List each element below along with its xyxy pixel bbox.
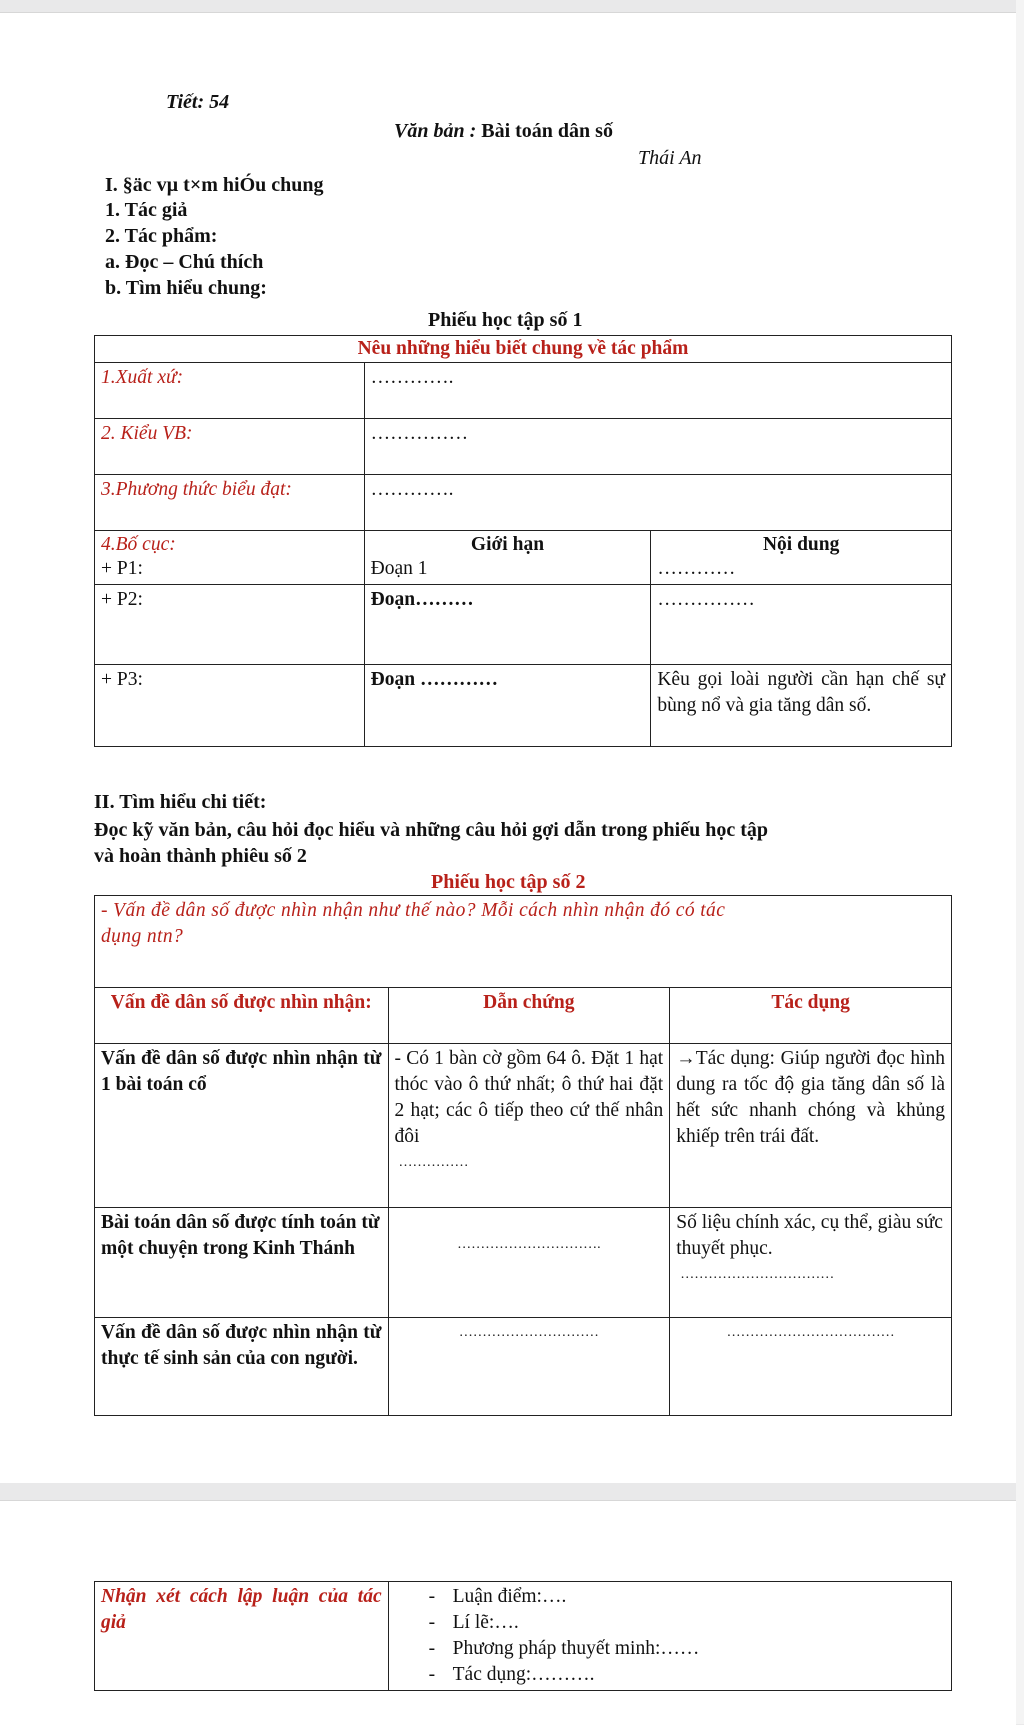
sheet2-issue: Bài toán dân số được tính toán từ một chuyện trong Kinh Thánh — [95, 1208, 389, 1318]
sheet2-effect-dots: …………………………… — [680, 1267, 835, 1282]
sheet1-row-value: …………. — [364, 363, 951, 419]
layout-part-content: Kêu gọi loài người cần hạn chế sự bùng nổ và gia tăng dân số. — [651, 665, 952, 747]
sheet2-question-line: dụng ntn? — [101, 926, 184, 947]
document-title — [394, 120, 613, 143]
layout-label-cell — [95, 531, 365, 585]
section1-item: b. Tìm hiểu chung: — [105, 277, 267, 299]
section1-item: a. Đọc – Chú thích — [105, 251, 264, 273]
sheet2-effect: Số liệu chính xác, cụ thể, giàu sức thuyết phục. — [676, 1212, 943, 1259]
sheet2-col-header: Tác dụng — [670, 988, 952, 1044]
sheet2-effect-cell — [670, 1208, 952, 1318]
sheet2-question-line: - Vấn đề dân số được nhìn nhận như thế nào? Mỗi cách nhìn nhận đó có tác — [101, 900, 726, 921]
scrollbar-track[interactable] — [1016, 0, 1024, 1724]
sheet2-table — [94, 895, 952, 1416]
sheet3-points — [388, 1582, 951, 1691]
sheet2-col-header: Vấn đề dân số được nhìn nhận: — [95, 988, 389, 1044]
title-text: Bài toán dân số — [481, 120, 613, 142]
layout-col-limit: Giới hạn — [470, 534, 545, 555]
section1-item: 1. Tác giả — [105, 199, 188, 221]
sheet1-row-value: …………… — [364, 419, 951, 475]
layout-part-label: + P2: — [95, 585, 365, 665]
layout-part-limit: Đoạn……… — [364, 585, 651, 665]
layout-content-cell — [651, 531, 952, 585]
sheet1-table-header: Nêu những hiểu biết chung về tác phẩm — [95, 336, 952, 363]
section2-instruction: Đọc kỹ văn bản, câu hỏi đọc hiểu và những câu hỏi gợi dẫn trong phiếu học tập — [94, 819, 768, 841]
document-page-1 — [0, 12, 1016, 1483]
author-name: Thái An — [638, 147, 702, 169]
sheet2-evidence-dots: …………… — [398, 1155, 469, 1170]
sheet1-row-label: 2. Kiểu VB: — [95, 419, 365, 475]
layout-part-limit: Đoạn ………… — [364, 665, 651, 747]
sheet1-title: Phiếu học tập số 1 — [428, 309, 583, 331]
section2-heading: II. Tìm hiểu chi tiết: — [94, 791, 267, 813]
sheet2-title: Phiếu học tập số 2 — [431, 871, 586, 893]
layout-limit-cell — [364, 531, 651, 585]
sheet2-issue: Vấn đề dân số được nhìn nhận từ thực tế sinh sản của con người. — [95, 1318, 389, 1416]
sheet2-evidence: ………………………… — [388, 1318, 670, 1416]
layout-part-label: + P1: — [101, 558, 143, 579]
sheet2-issue: Vấn đề dân số được nhìn nhận từ 1 bài toán cổ — [95, 1044, 389, 1208]
lesson-number: Tiết: 54 — [166, 91, 230, 113]
sheet2-question — [95, 896, 952, 988]
sheet2-evidence-cell — [388, 1044, 670, 1208]
sheet3-point: - Phương pháp thuyết minh:…… — [428, 1638, 700, 1659]
section1-heading: I. §äc vµ t×m hiÓu chung — [105, 174, 324, 196]
document-page-2 — [0, 1500, 1016, 1725]
sheet3-point: - Luận điểm:…. — [428, 1586, 567, 1607]
section1-item: 2. Tác phẩm: — [105, 225, 218, 247]
sheet2-evidence: - Có 1 bàn cờ gồm 64 ô. Đặt 1 hạt thóc vào ô thứ nhất; ô thứ hai đặt 2 hạt; các ô tiếp theo cứ thế nhân đôi — [394, 1048, 664, 1147]
layout-col-content: Nội dung — [762, 534, 840, 555]
sheet2-evidence: …………………………. — [388, 1208, 670, 1318]
sheet2-col-header: Dẫn chứng — [388, 988, 670, 1044]
sheet2-effect: ……………………………… — [670, 1318, 952, 1416]
sheet1-row-label: 1.Xuất xứ: — [95, 363, 365, 419]
sheet3-table — [94, 1581, 952, 1691]
sheet2-effect: →Tác dụng: Giúp người đọc hình dung ra tốc độ gia tăng dân số là hết sức nhanh chóng và khủng khiếp trên trái đất. — [670, 1044, 952, 1208]
section2-instruction: và hoàn thành phiêu số 2 — [94, 845, 307, 867]
sheet3-point: - Lí lẽ:…. — [428, 1612, 519, 1633]
layout-part-content: ………… — [657, 558, 736, 579]
sheet1-row-label: 3.Phương thức biểu đạt: — [95, 475, 365, 531]
sheet3-point: - Tác dụng:………. — [428, 1664, 595, 1685]
title-prefix: Văn bản : — [394, 120, 482, 142]
sheet3-label: Nhận xét cách lập luận của tác giả — [95, 1582, 389, 1691]
sheet1-row-value: …………. — [364, 475, 951, 531]
layout-label: 4.Bố cục: — [101, 534, 176, 555]
layout-part-content: …………… — [651, 585, 952, 665]
sheet1-table — [94, 335, 952, 747]
layout-part-label: + P3: — [95, 665, 365, 747]
layout-part-limit: Đoạn 1 — [370, 558, 428, 579]
